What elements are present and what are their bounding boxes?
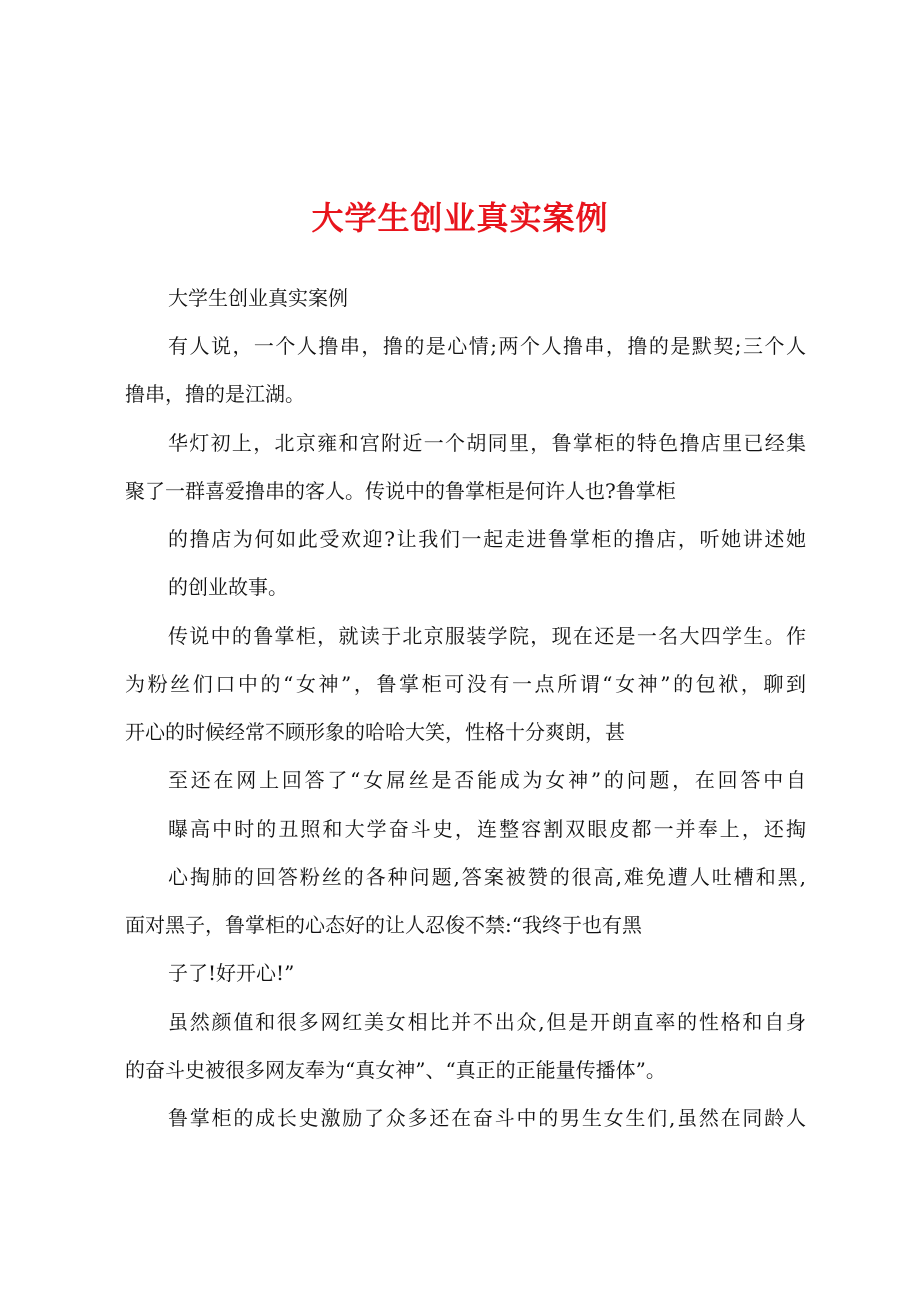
text-line: 至还在网上回答了“女屌丝是否能成为女神”的问题，在回答中自: [168, 768, 806, 792]
text-line: 的撸店为何如此受欢迎?让我们一起走进鲁掌柜的撸店，听她讲述她: [168, 527, 806, 551]
text-line: 大学生创业真实案例: [168, 286, 348, 310]
text-line: 开心的时候经常不顾形象的哈哈大笑，性格十分爽朗，甚: [125, 720, 625, 744]
text-line: 子了!好开心!”: [168, 961, 295, 985]
text-line: 面对黑子，鲁掌柜的心态好的让人忍俊不禁:“我终于也有黑: [125, 913, 642, 937]
text-line: 撸串，撸的是江湖。: [125, 382, 305, 406]
text-line: 鲁掌柜的成长史激励了众多还在奋斗中的男生女生们,虽然在同龄人: [168, 1106, 806, 1130]
text-line: 的奋斗史被很多网友奉为“真女神”、“真正的正能量传播体”。: [125, 1058, 666, 1082]
text-line: 华灯初上，北京雍和宫附近一个胡同里，鲁掌柜的特色撸店里已经集: [168, 431, 806, 455]
text-line: 聚了一群喜爱撸串的客人。传说中的鲁掌柜是何许人也?鲁掌柜: [125, 479, 676, 503]
text-line: 传说中的鲁掌柜，就读于北京服装学院，现在还是一名大四学生。作: [168, 624, 806, 648]
text-line: 曝高中时的丑照和大学奋斗史，连整容割双眼皮都一并奉上，还掏: [168, 817, 806, 841]
text-line: 心掏肺的回答粉丝的各种问题,答案被赞的很高,难免遭人吐槽和黑,: [168, 865, 806, 889]
text-line: 的创业故事。: [168, 575, 288, 599]
text-line: 虽然颜值和很多网红美女相比并不出众,但是开朗直率的性格和自身: [168, 1010, 806, 1034]
text-line: 为粉丝们口中的“女神”，鲁掌柜可没有一点所谓“女神”的包袱，聊到: [125, 672, 806, 696]
document-title: 大学生创业真实案例: [311, 199, 609, 237]
text-line: 有人说，一个人撸串，撸的是心情;两个人撸串，撸的是默契;三个人: [168, 334, 806, 358]
